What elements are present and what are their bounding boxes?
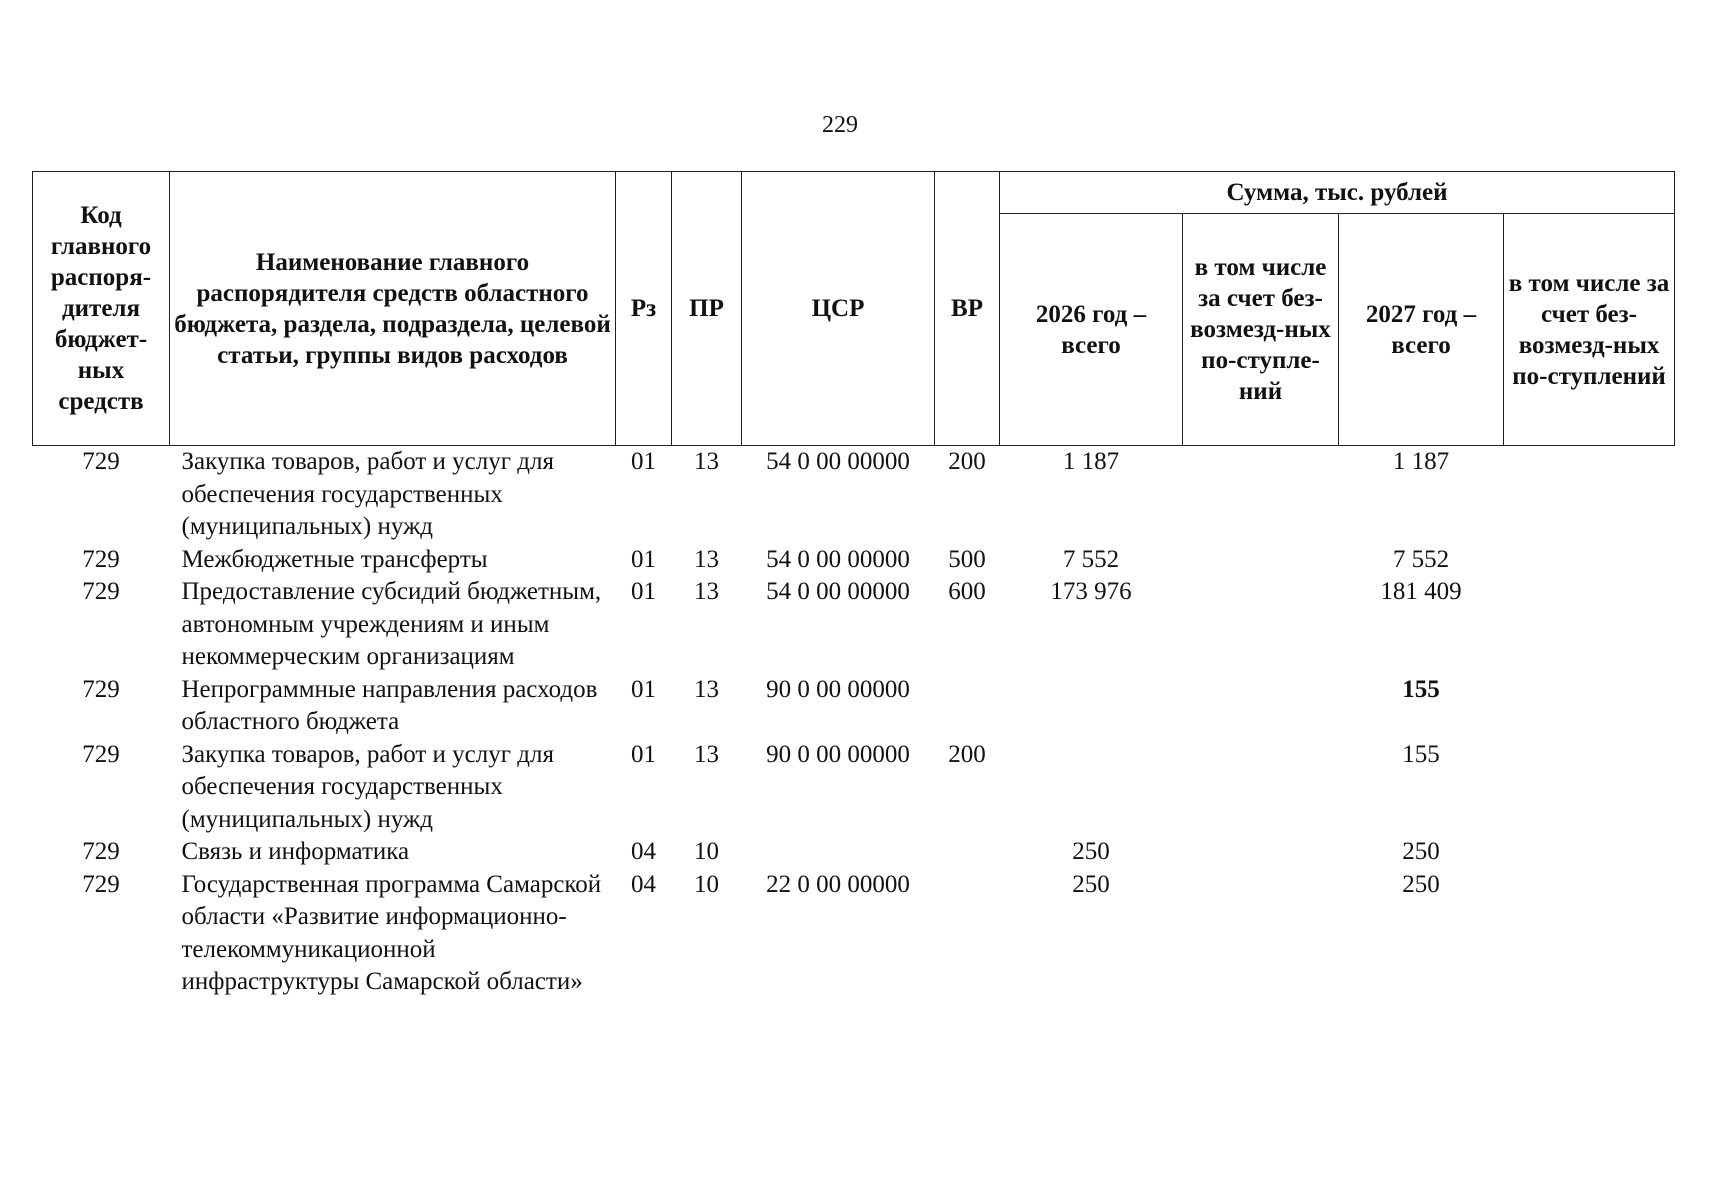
cell-rz: 01 [631,578,656,605]
cell-2026-total: 7 552 [1062,545,1120,573]
cell-2026-gratuitous [1183,446,1339,544]
cell-2026-total: 250 [1072,870,1110,898]
cell-2026-total: 250 [1072,838,1110,865]
cell-name: Межбюджетные трансферты [181,545,488,573]
cell-2027-total: 7 552 [1392,545,1450,573]
cell-pr: 13 [694,448,719,475]
cell-2027-total: 155 [1402,675,1440,703]
cell-vr [935,674,1000,739]
cell-vr: 200 [948,448,986,475]
table-row [33,869,1675,999]
cell-2027-gratuitous [1504,739,1675,837]
table-body [33,446,1675,999]
cell-2026-gratuitous [1183,836,1339,869]
table-row [33,674,1675,739]
cell-csr: 22 0 00 00000 [766,870,910,898]
cell-pr: 13 [694,675,719,703]
cell-2027-total: 250 [1402,870,1440,898]
header-2026-total: 2026 год – всего [1000,214,1183,446]
cell-name: Связь и информатика [181,838,410,865]
cell-2026-gratuitous [1183,674,1339,739]
cell-2026-gratuitous [1183,739,1339,837]
cell-name: Государственная программа Самарской области «Развитие информационно-телекоммуникационной инфраструктуры Самарской области» [181,870,602,995]
cell-2026-gratuitous [1183,869,1339,999]
cell-code: 729 [82,545,120,573]
header-2027-gratuitous: в том числе за счет без-возмезд-ных по-ступлений [1504,214,1675,446]
cell-rz: 01 [631,545,656,573]
cell-2027-total: 1 187 [1392,448,1450,475]
cell-2026-total [1000,739,1183,837]
cell-name: Предоставление субсидий бюджетным, автономным учреждениям и иным некоммерческим организациям [181,578,602,670]
cell-2026-gratuitous [1183,544,1339,577]
header-vr: ВР [935,172,1000,446]
header-pr: ПР [672,172,742,446]
cell-csr: 54 0 00 00000 [766,545,910,573]
cell-rz: 01 [631,675,656,703]
cell-code: 729 [82,675,120,703]
cell-rz: 04 [631,870,656,898]
header-rz: Рз [616,172,672,446]
cell-pr: 13 [694,578,719,605]
cell-name: Непрограммные направления расходов областного бюджета [181,675,598,735]
cell-csr [742,836,935,869]
cell-vr: 500 [948,545,986,573]
cell-csr: 90 0 00 00000 [766,740,910,768]
header-sum-group: Сумма, тыс. рублей [1000,172,1675,214]
cell-2026-gratuitous [1183,576,1339,674]
cell-code: 729 [82,870,120,898]
cell-pr: 10 [694,838,719,865]
table-row [33,446,1675,544]
cell-code: 729 [82,838,120,865]
cell-code: 729 [82,740,120,768]
cell-2027-total: 181 409 [1380,578,1462,605]
cell-csr: 90 0 00 00000 [766,675,910,703]
table-header [33,172,1675,446]
cell-vr: 200 [948,740,986,768]
cell-csr: 54 0 00 00000 [766,448,910,475]
cell-2027-gratuitous [1504,576,1675,674]
cell-rz: 04 [631,838,656,865]
cell-vr [935,836,1000,869]
cell-2026-total [1000,674,1183,739]
header-name: Наименование главного распорядителя средств областного бюджета, раздела, подраздела, целевой статьи, группы видов расходов [170,172,616,446]
cell-csr: 54 0 00 00000 [766,578,910,605]
cell-2027-total: 155 [1402,740,1440,768]
cell-pr: 10 [694,870,719,898]
cell-pr: 13 [694,740,719,768]
table-row [33,739,1675,837]
cell-vr [935,869,1000,999]
cell-rz: 01 [631,448,656,475]
cell-2027-gratuitous [1504,836,1675,869]
table-row [33,544,1675,577]
cell-2027-gratuitous [1504,544,1675,577]
header-2027-total: 2027 год – всего [1339,214,1504,446]
cell-2026-total: 1 187 [1062,448,1120,475]
page-number: 229 [822,112,858,138]
cell-code: 729 [82,578,120,605]
header-2026-gratuitous: в том числе за счет без-возмезд-ных по-ступле-ний [1183,214,1339,446]
header-code: Код главного распоря-дителя бюджет-ных средств [33,172,170,446]
cell-2027-gratuitous [1504,674,1675,739]
cell-2027-gratuitous [1504,446,1675,544]
cell-2027-gratuitous [1504,869,1675,999]
cell-2027-total: 250 [1402,838,1440,865]
cell-2026-total: 173 976 [1050,578,1132,605]
cell-name: Закупка товаров, работ и услуг для обеспечения государственных (муниципальных) нужд [181,448,554,540]
table-row [33,836,1675,869]
cell-rz: 01 [631,740,656,768]
table-row [33,576,1675,674]
cell-pr: 13 [694,545,719,573]
header-csr: ЦСР [742,172,935,446]
cell-name: Закупка товаров, работ и услуг для обеспечения государственных (муниципальных) нужд [181,740,554,833]
cell-vr: 600 [948,578,986,605]
budget-table [32,171,1675,999]
cell-code: 729 [82,448,120,475]
